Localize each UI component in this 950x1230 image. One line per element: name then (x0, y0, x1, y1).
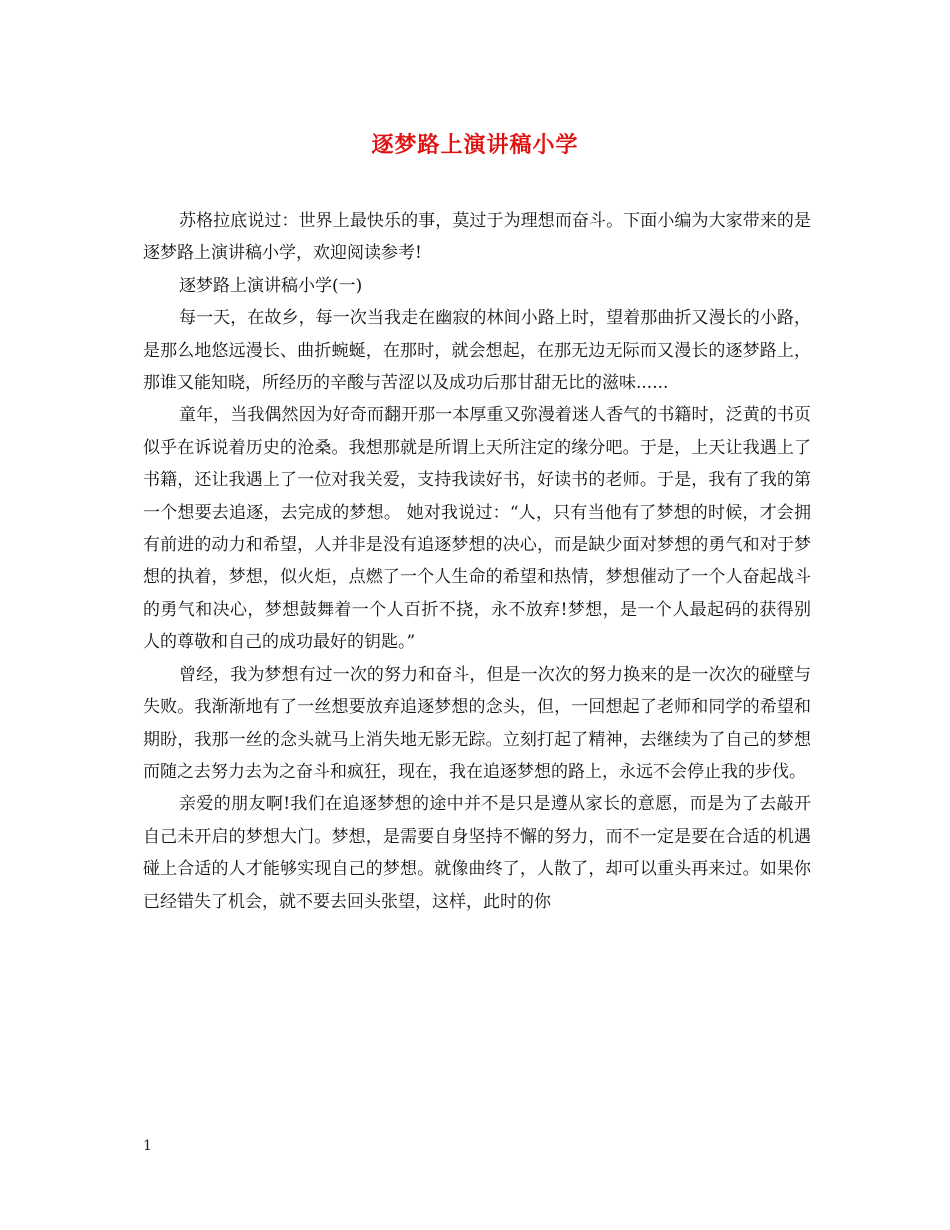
paragraph: 童年，当我偶然因为好奇而翻开那一本厚重又弥漫着迷人香气的书籍时，泛黄的书页似乎在诉说着历史的沧桑。我想那就是所谓上天所注定的缘分吧。于是，上天让我遇上了书籍，还让我遇上了一位对我关爱，支持我读好书，好读书的老师。于是，我有了我的第一个想要去追逐，去完成的梦想。 她对我说过：“人，只有当他有了梦想的时候，才会拥有前进的动力和希望，人并非是没有追逐梦想的决心，而是缺少面对梦想的勇气和对于梦想的执着，梦想，似火炬，点燃了一个人生命的希望和热情，梦想催动了一个人奋起战斗的勇气和决心，梦想鼓舞着一个人百折不挠，永不放弃!梦想，是一个人最起码的获得别人的尊敬和自己的成功最好的钥匙。” (143, 405, 811, 653)
paragraph: 每一天，在故乡，每一次当我走在幽寂的林间小路上时，望着那曲折又漫长的小路，是那么地悠远漫长、曲折蜿蜒，在那时，就会想起，在那无边无际而又漫长的逐梦路上，那谁又能知晓，所经历的辛酸与苦涩以及成功后那甘甜无比的滋味...... (143, 308, 811, 394)
paragraph-intro: 苏格拉底说过：世界上最快乐的事，莫过于为理想而奋斗。下面小编为大家带来的是逐梦路上演讲稿小学，欢迎阅读参考! (143, 211, 811, 264)
section-heading: 逐梦路上演讲稿小学(一) (179, 275, 363, 296)
page-number: 1 (143, 1138, 152, 1154)
paragraph: 曾经，我为梦想有过一次的努力和奋斗，但是一次次的努力换来的是一次次的碰壁与失败。我渐渐地有了一丝想要放弃追逐梦想的念头，但，一回想起了老师和同学的希望和期盼，我那一丝的念头就马上消失地无影无踪。立刻打起了精神，去继续为了自己的梦想而随之去努力去为之奋斗和疯狂，现在，我在追逐梦想的路上，永远不会停止我的步伐。 (143, 664, 811, 782)
paragraph: 亲爱的朋友啊!我们在追逐梦想的途中并不是只是遵从家长的意愿，而是为了去敲开自己未开启的梦想大门。梦想，是需要自身坚持不懈的努力，而不一定是要在合适的机遇碰上合适的人才能够实现自己的梦想。就像曲终了，人散了，却可以重头再来过。如果你已经错失了机会，就不要去回头张望，这样，此时的你 (143, 794, 811, 912)
document-body (143, 205, 811, 918)
document-title: 逐梦路上演讲稿小学 (371, 132, 579, 158)
